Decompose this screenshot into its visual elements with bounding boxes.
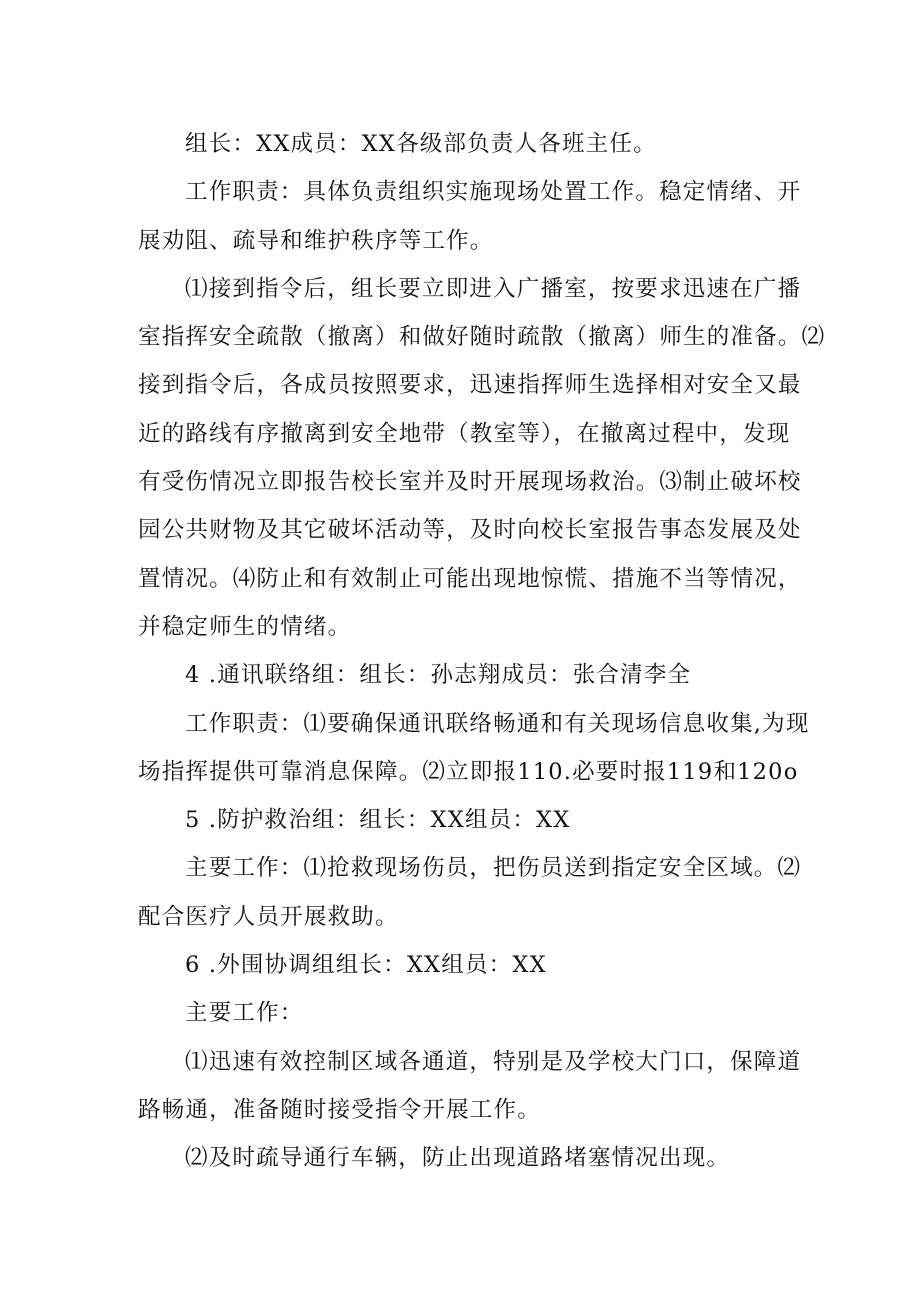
text-line: 并稳定师生的情绪。	[138, 613, 352, 640]
section-heading: 4 .通讯联络组：组长：孙志翔成员：张合清李全	[185, 662, 692, 689]
text-line: 主要工作：⑴抢救现场伤员，把伤员送到指定安全区域。⑵	[185, 855, 802, 882]
text-line: 工作职责：⑴要确保通讯联络畅通和有关现场信息收集,为现	[185, 710, 810, 737]
text-line: ⑵及时疏导通行车辆，防止出现道路堵塞情况出现。	[185, 1145, 731, 1172]
text-line: 有受伤情况立即报告校长室并及时开展现场救治。⑶制止破坏校	[138, 469, 802, 496]
text-line: 组长：XX成员：XX各级部负责人各班主任。	[185, 131, 657, 157]
text-line: 配合医疗人员开展救助。	[138, 903, 399, 930]
text-line: 工作职责：具体负责组织实施现场处置工作。稳定情绪、开	[185, 179, 802, 206]
text-line: 园公共财物及其它破坏活动等，及时向校长室报告事态发展及处	[138, 517, 802, 544]
text-line: ⑴接到指令后，组长要立即进入广播室，按要求迅速在广播	[185, 275, 802, 302]
text-line: 接到指令后，各成员按照要求，迅速指挥师生选择相对安全又最	[138, 372, 802, 399]
text-line: 主要工作：	[185, 1000, 304, 1027]
text-line: 展劝阻、疏导和维护秩序等工作。	[138, 227, 494, 254]
text-line: 近的路线有序撤离到安全地带（教室等），在撤离过程中，发现	[138, 420, 791, 447]
text-line: ⑴迅速有效控制区域各通道，特别是及学校大门口，保障道	[185, 1048, 802, 1075]
section-heading: 5 .防护救治组：组长：XX组员：XX	[185, 807, 571, 834]
text-line: 路畅通，准备随时接受指令开展工作。	[138, 1096, 541, 1123]
document-body	[138, 120, 826, 1183]
section-heading: 6 .外围协调组组长：XX组员：XX	[185, 952, 547, 979]
text-line: 场指挥提供可靠消息保障。⑵立即报110.必要时报119和120o	[138, 758, 799, 785]
text-line: 置情况。⑷防止和有效制止可能出现地惊慌、措施不当等情况，	[138, 565, 802, 592]
text-line: 室指挥安全疏散（撤离）和做好随时疏散（撤离）师生的准备。⑵	[138, 324, 826, 351]
